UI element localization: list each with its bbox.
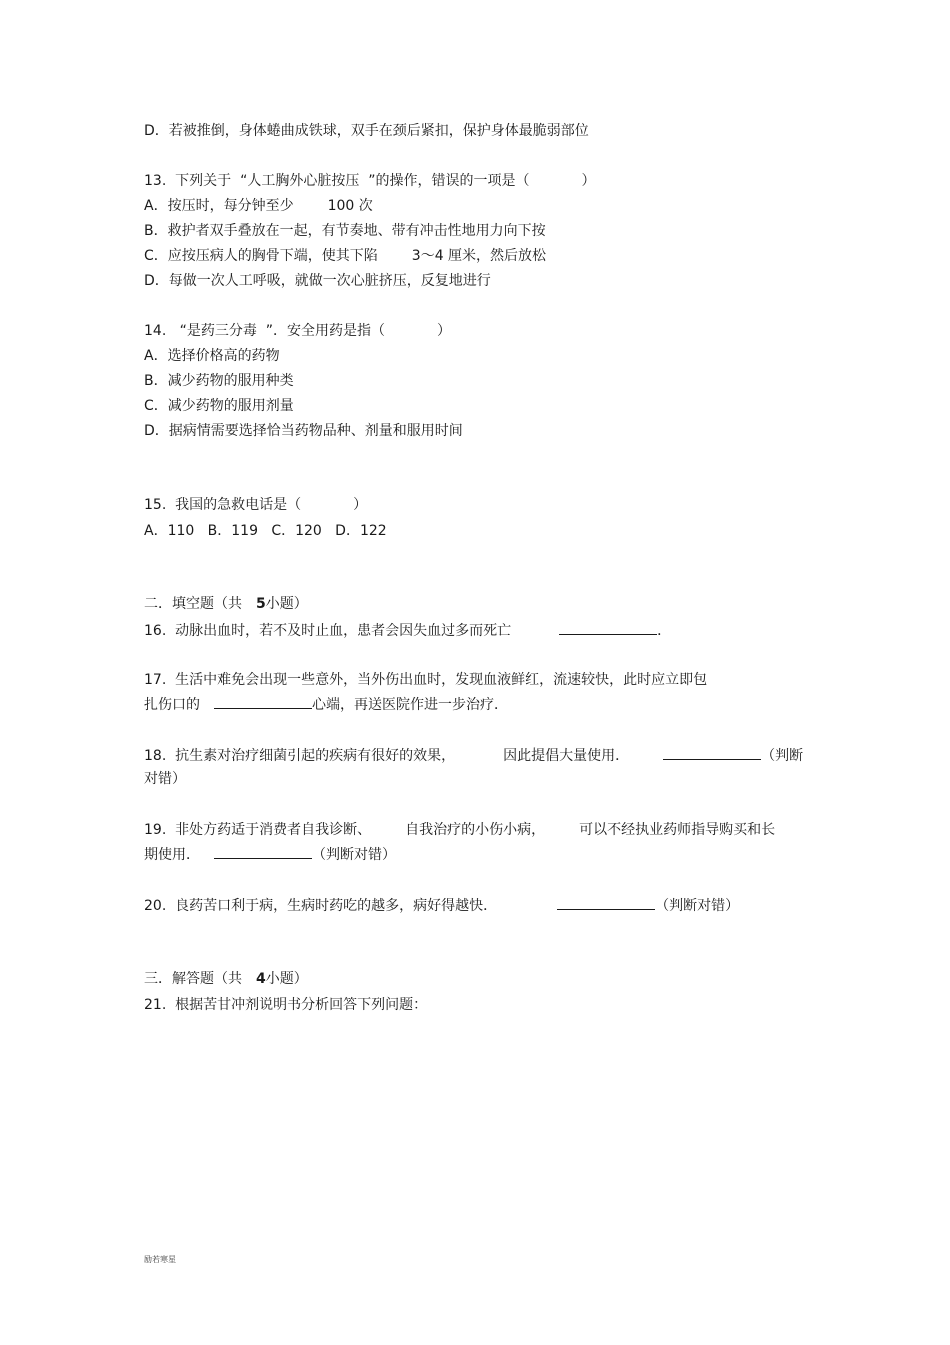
question-13-option-b: B．救护者双手叠放在一起，有节奏地、带有冲击性地用力向下按 — [144, 223, 546, 239]
question-14-stem: 14. “是药三分毒 ”．安全用药是指（ ） — [144, 323, 452, 339]
question-15-stem: 15. 我国的急救电话是（ ） — [144, 497, 368, 513]
question-14-option-b: B．减少药物的服用种类 — [144, 373, 294, 389]
question-20: 20. 良药苦口利于病，生病时药吃的越多，病好得越快． （判断对错） — [144, 898, 740, 914]
question-14-option-a: A．选择价格高的药物 — [144, 348, 280, 364]
question-13-option-a: A．按压时，每分钟至少 100 次 — [144, 198, 373, 214]
question-14-option-c: C．减少药物的服用剂量 — [144, 398, 294, 414]
question-15-options: A．110 B．119 C．120 D．122 — [144, 523, 387, 539]
answer-blank — [214, 845, 312, 859]
question-12-option-d: D．若被推倒，身体蜷曲成铁球，双手在颈后紧扣，保护身体最脆弱部位 — [144, 123, 589, 139]
answer-blank — [663, 746, 761, 760]
question-13-option-c: C．应按压病人的胸骨下端，使其下陷 3～4 厘米，然后放松 — [144, 248, 547, 264]
section-2-heading: 二．填空题（共 5小题） — [144, 596, 308, 612]
question-19-line-2: 期使用． （判断对错） — [144, 847, 396, 863]
question-13-option-d: D．每做一次人工呼吸，就做一次心脏挤压，反复地进行 — [144, 273, 491, 289]
question-17-line-2: 扎伤口的 心端，再送医院作进一步治疗． — [144, 697, 508, 713]
answer-blank — [557, 896, 655, 910]
question-13-stem: 13. 下列关于 “人工胸外心脏按压 ”的操作，错误的一项是（ ） — [144, 173, 596, 189]
answer-blank — [559, 621, 657, 635]
question-21: 21. 根据苦甘冲剂说明书分析回答下列问题： — [144, 997, 428, 1013]
page-footer: 励若寒星 — [144, 1255, 176, 1264]
question-16: 16. 动脉出血时，若不及时止血，患者会因失血过多而死亡 ． — [144, 623, 672, 639]
question-14-option-d: D．据病情需要选择恰当药物品种、剂量和服用时间 — [144, 423, 463, 439]
answer-blank — [214, 695, 312, 709]
question-17-line-1: 17. 生活中难免会出现一些意外，当外伤出血时，发现血液鲜红，流速较快，此时应立即包 — [144, 672, 708, 688]
question-18-line-2: 对错） — [144, 771, 186, 787]
question-19-line-1: 19. 非处方药适于消费者自我诊断、 自我治疗的小伤小病， 可以不经执业药师指导购买和长 — [144, 822, 776, 838]
section-3-heading: 三．解答题（共 4小题） — [144, 971, 308, 987]
question-18-line-1: 18. 抗生素对治疗细菌引起的疾病有很好的效果， 因此提倡大量使用． （判断 — [144, 748, 804, 764]
